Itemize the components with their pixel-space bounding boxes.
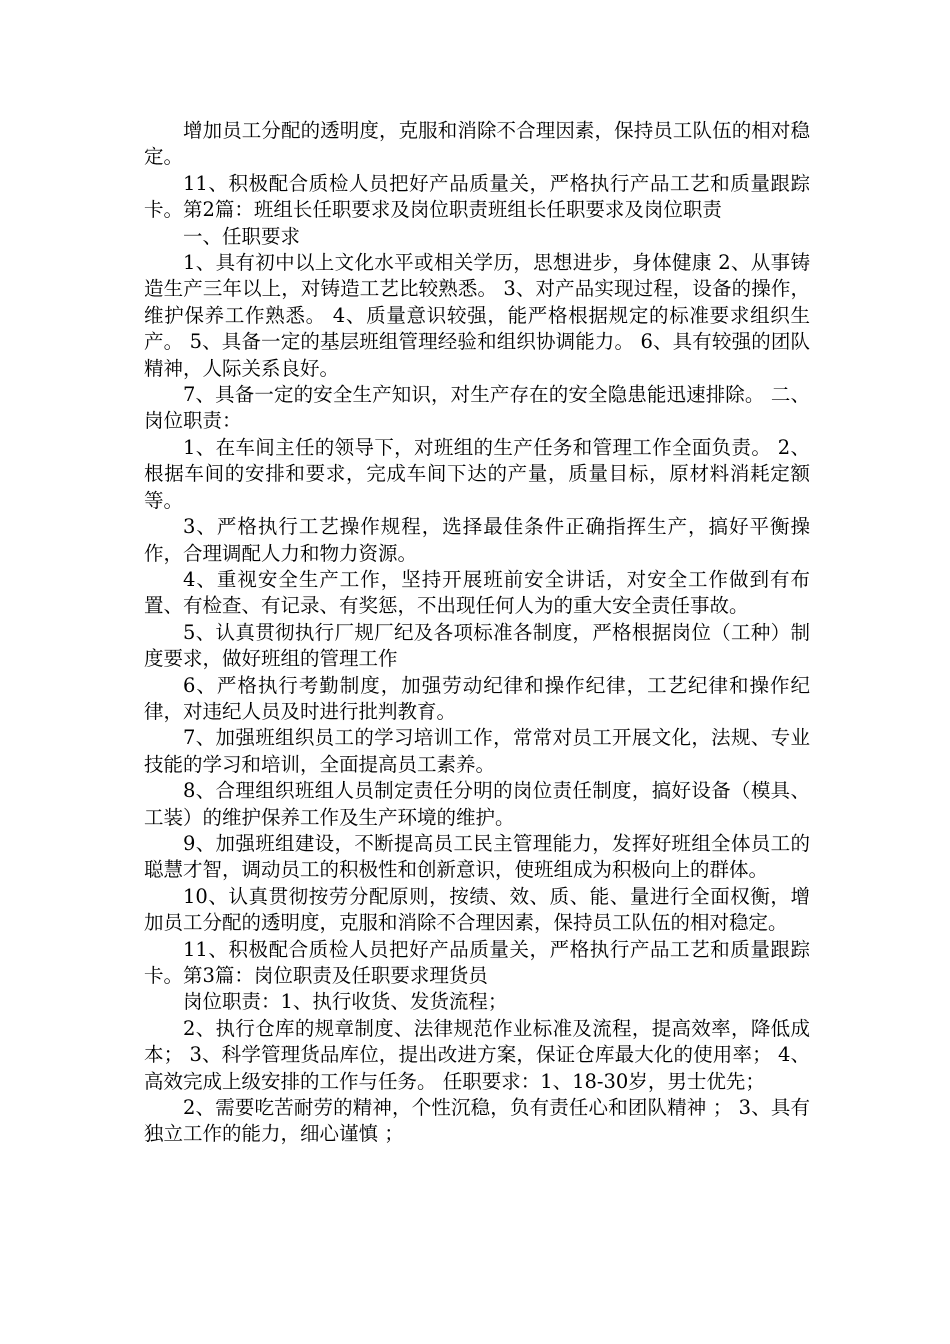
paragraph: 5、认真贯彻执行厂规厂纪及各项标准各制度，严格根据岗位（工种）制度要求，做好班组的管理工作: [144, 620, 810, 671]
paragraph: 11、积极配合质检人员把好产品质量关，严格执行产品工艺和质量跟踪卡。第2篇：班组长任职要求及岗位职责班组长任职要求及岗位职责: [144, 171, 810, 222]
paragraph: 2、执行仓库的规章制度、法律规范作业标准及流程，提高效率，降低成本； 3、科学管理货品库位，提出改进方案，保证仓库最大化的使用率； 4、高效完成上级安排的工作与任务。 任职要求：1、18-30岁，男士优先；: [144, 1016, 810, 1093]
paragraph: 增加员工分配的透明度，克服和消除不合理因素，保持员工队伍的相对稳定。: [144, 119, 810, 169]
paragraph: 4、重视安全生产工作，坚持开展班前安全讲话，对安全工作做到有布置、有检查、有记录、有奖惩，不出现任何人为的重大安全责任事故。: [144, 567, 810, 618]
paragraph: 7、加强班组织员工的学习培训工作，常常对员工开展文化，法规、专业技能的学习和培训，全面提高员工素养。: [144, 726, 810, 776]
paragraph: 8、合理组织班组人员制定责任分明的岗位责任制度，搞好设备（模具、工装）的维护保养工作及生产环境的维护。: [144, 779, 810, 829]
paragraph: 2、需要吃苦耐劳的精神，个性沉稳，负有责任心和团队精神 ； 3、具有独立工作的能力，细心谨慎 ；: [144, 1096, 810, 1146]
paragraph: 岗位职责：1、执行收货、发货流程；: [183, 990, 508, 1014]
section-heading: 一、任职要求: [183, 224, 301, 248]
paragraph: 10、认真贯彻按劳分配原则，按绩、效、质、能、量进行全面权衡，增加员工分配的透明度，克服和消除不合理因素，保持员工队伍的相对稳定。: [144, 884, 810, 935]
paragraph: 1、具有初中以上文化水平或相关学历，思想进步，身体健康 2、从事铸造生产三年以上，对铸造工艺比较熟悉。 3、对产品实现过程，设备的操作，维护保养工作熟悉。 4、质量意识较强，能严格根据规定的标准要求组织生产。 5、具备一定的基层班组管理经验和组织协调能力。 6、具有较强的团队精神，人际关系良好。: [144, 251, 810, 380]
paragraph: 7、具备一定的安全生产知识，对生产存在的安全隐患能迅速排除。 二、岗位职责：: [144, 383, 810, 433]
paragraph: 3、严格执行工艺操作规程，选择最佳条件正确指挥生产，搞好平衡操作，合理调配人力和物力资源。: [144, 515, 810, 565]
document-page: [144, 118, 810, 1148]
paragraph: 6、严格执行考勤制度，加强劳动纪律和操作纪律，工艺纪律和操作纪律，对违纪人员及时进行批判教育。: [144, 673, 810, 723]
paragraph: 1、在车间主任的领导下，对班组的生产任务和管理工作全面负责。 2、根据车间的安排和要求，完成车间下达的产量，质量目标，原材料消耗定额等。: [144, 435, 810, 512]
paragraph: 9、加强班组建设，不断提高员工民主管理能力，发挥好班组全体员工的聪慧才智，调动员工的积极性和创新意识，使班组成为积极向上的群体。: [144, 831, 810, 882]
paragraph: 11、积极配合质检人员把好产品质量关，严格执行产品工艺和质量跟踪卡。第3篇：岗位职责及任职要求理货员: [144, 937, 810, 987]
